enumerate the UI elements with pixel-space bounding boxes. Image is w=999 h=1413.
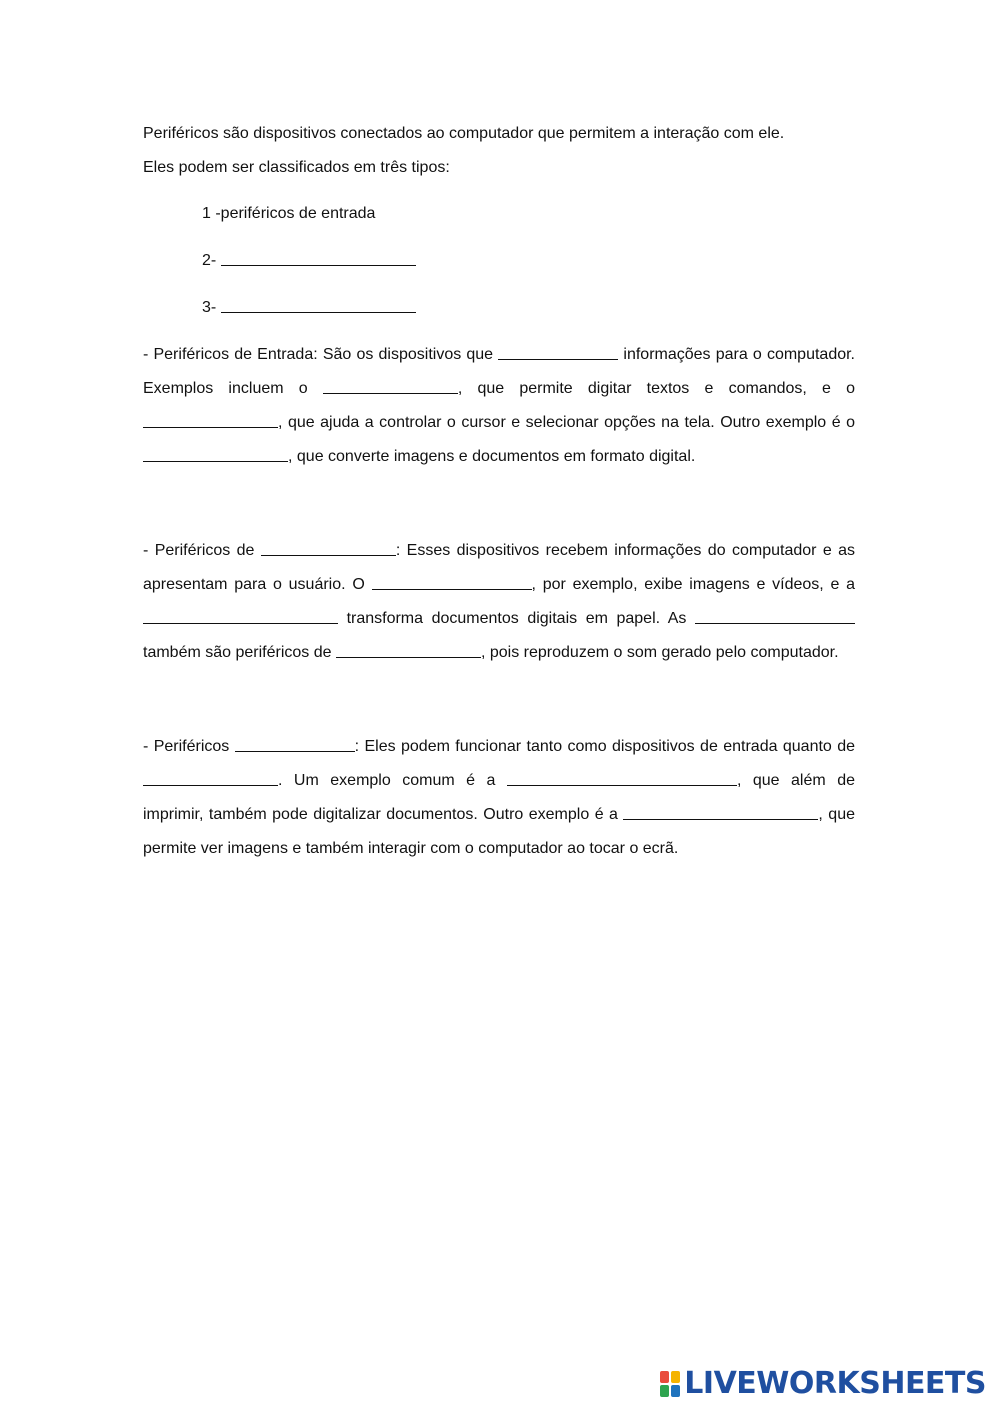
- intro-line-2: Eles podem ser classificados em três tipos:: [143, 159, 450, 176]
- liveworksheets-logo-text: LIVEWORKSHEETS: [684, 1366, 986, 1401]
- section-io-devices: [143, 730, 855, 866]
- blank-output-word[interactable]: [143, 771, 278, 786]
- list-item-3-prefix: 3-: [202, 299, 217, 316]
- blank-multifunction[interactable]: [507, 771, 737, 786]
- section-input-devices: [143, 338, 855, 474]
- list-item-2-prefix: 2-: [202, 252, 217, 269]
- s1-text-4: , que ajuda a controlar o cursor e selecionar opções na tela. Outro exemplo é o: [278, 414, 855, 431]
- blank-monitor[interactable]: [372, 575, 532, 590]
- blank-scanner[interactable]: [143, 447, 288, 462]
- blank-speakers-type[interactable]: [336, 643, 481, 658]
- s1-text-5: , que converte imagens e documentos em formato digital.: [288, 448, 696, 465]
- blank-output-type[interactable]: [261, 541, 396, 556]
- s3-text-5: , que permite ver imagens e também interagir com o computador ao tocar o ecrã.: [143, 806, 855, 857]
- list-item-1: [143, 197, 855, 231]
- list-item-2: [143, 244, 855, 278]
- s2-text-1: - Periféricos de: [143, 542, 261, 559]
- s3-text-2: : Eles podem funcionar tanto como dispositivos de entrada quanto de: [354, 738, 855, 755]
- blank-printer[interactable]: [143, 609, 338, 624]
- worksheet-page: [143, 117, 855, 926]
- blank-keyboard[interactable]: [323, 379, 458, 394]
- s2-text-2: : Esses dispositivos recebem informações do computador e as apresentam para o usuário. O: [143, 542, 856, 593]
- section-output-devices: [143, 534, 855, 670]
- list-item-3: [143, 291, 855, 325]
- blank-type-2[interactable]: [221, 251, 416, 266]
- s2-text-4: transforma documentos digitais em papel. As: [338, 610, 695, 627]
- blank-type-3[interactable]: [221, 298, 416, 313]
- blank-mouse[interactable]: [143, 413, 278, 428]
- liveworksheets-logo: [660, 1366, 986, 1401]
- list-item-1-text: 1 -periféricos de entrada: [202, 205, 376, 222]
- section-input-paragraph: [143, 338, 855, 474]
- s2-text-5: também são periféricos de: [143, 644, 336, 661]
- section-io-paragraph: [143, 730, 855, 866]
- section-output-paragraph: [143, 534, 855, 670]
- s2-text-3: , por exemplo, exibe imagens e vídeos, e a: [531, 576, 856, 593]
- blank-send[interactable]: [498, 345, 618, 360]
- s1-text-1: - Periféricos de Entrada: São os dispositivos que: [143, 346, 499, 363]
- blank-io-type[interactable]: [235, 737, 355, 752]
- s2-text-6: , pois reproduzem o som gerado pelo computador.: [480, 644, 839, 661]
- intro-line-1: Periféricos são dispositivos conectados ao computador que permitem a interação com ele.: [143, 125, 785, 142]
- intro-paragraph: [143, 117, 855, 185]
- s1-text-3: , que permite digitar textos e comandos, e o: [457, 380, 855, 397]
- liveworksheets-logo-mark: [660, 1371, 680, 1397]
- blank-touchscreen[interactable]: [623, 805, 818, 820]
- s3-text-4: , que além de imprimir, também pode digitalizar documentos. Outro exemplo é a: [143, 772, 855, 823]
- s3-text-3: . Um exemplo comum é a: [278, 772, 507, 789]
- blank-speakers[interactable]: [695, 609, 855, 624]
- s3-text-1: - Periféricos: [143, 738, 235, 755]
- s1-text-2: informações para o computador. Exemplos incluem o: [143, 346, 855, 397]
